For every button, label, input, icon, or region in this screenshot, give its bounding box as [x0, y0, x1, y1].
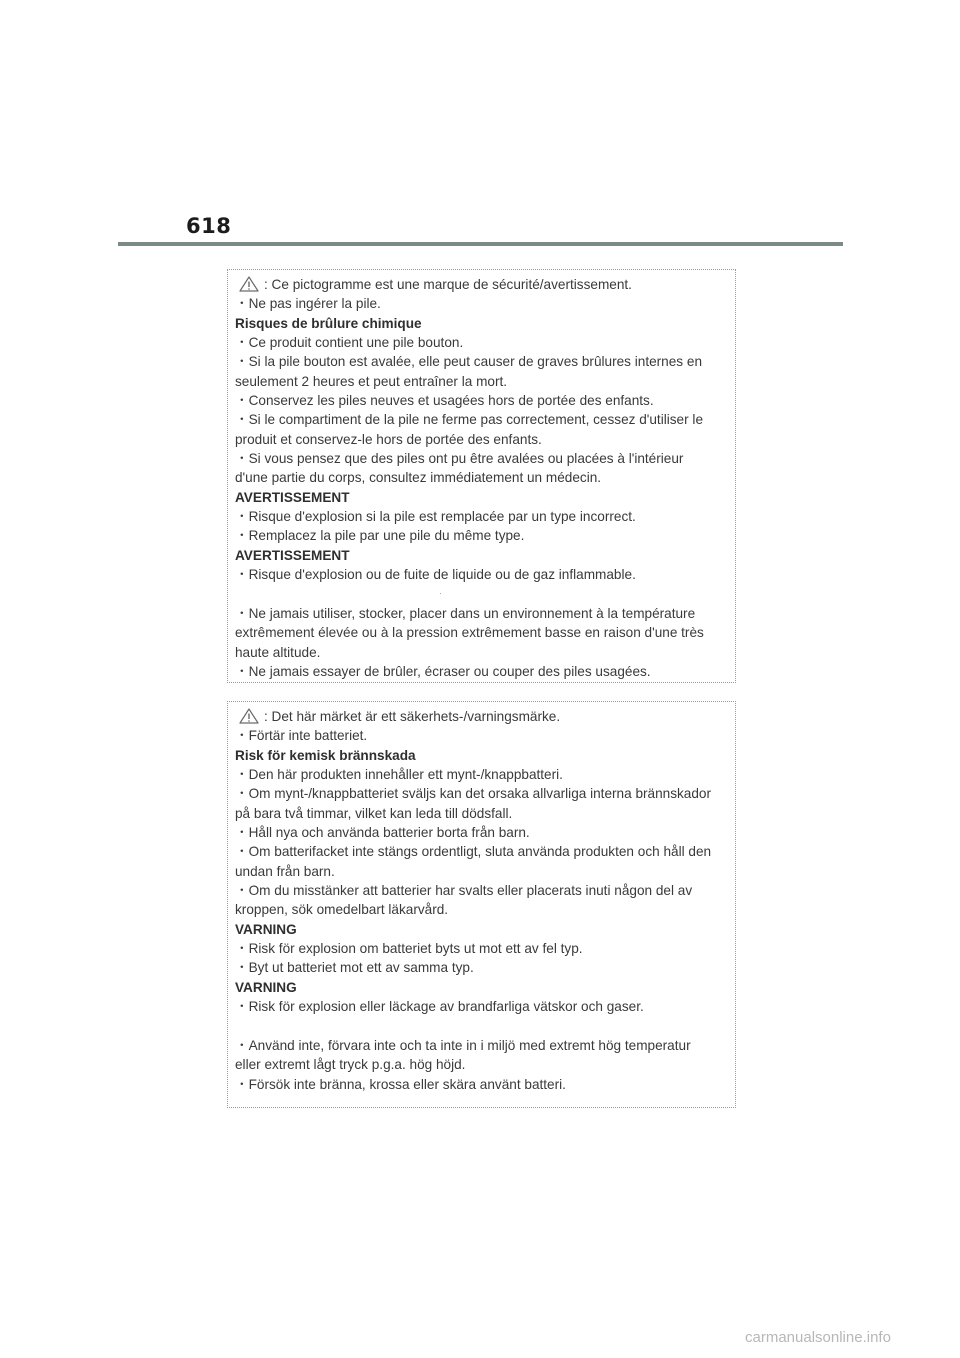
line-text: extrêmement élevée ou à la pression extrêmement basse en raison d'une très: [235, 625, 704, 641]
line-text: ・Ne jamais essayer de brûler, écraser ou couper des piles usagées.: [235, 663, 651, 679]
text-line: [235, 449, 729, 468]
line-text: ・Om du misstänker att batterier har svalts eller placerats inuti någon del av: [235, 883, 693, 899]
warning-box-swedish-content: [235, 707, 729, 1094]
line-text: ・Ne jamais utiliser, stocker, placer dans un environnement à la température: [235, 605, 696, 621]
line-text: ・Om mynt-/knappbatteriet sväljs kan det orsaka allvarliga interna brännskador: [235, 786, 712, 802]
line-text: haute altitude.: [235, 644, 321, 660]
warning-box-french: [227, 269, 736, 683]
line-text: AVERTISSEMENT: [235, 489, 350, 505]
text-line: [235, 765, 729, 784]
text-line: [235, 643, 729, 662]
text-line: [235, 372, 729, 391]
text-line: [235, 958, 729, 977]
text-line: [235, 1055, 729, 1074]
text-line: [235, 939, 729, 958]
text-line: [235, 565, 729, 584]
header-rule: [118, 242, 843, 246]
text-line: [235, 430, 729, 449]
text-line: [235, 900, 729, 919]
line-text: ・Si la pile bouton est avalée, elle peut causer de graves brûlures internes en: [235, 354, 702, 370]
line-text: ・Försök inte bränna, krossa eller skära använt batteri.: [235, 1076, 566, 1092]
line-text: ・Conservez les piles neuves et usagées hors de portée des enfants.: [235, 393, 654, 409]
line-text: ・Risk för explosion eller läckage av brandfarliga vätskor och gaser.: [235, 999, 644, 1015]
text-line: [235, 604, 729, 623]
section-heading: [235, 488, 729, 507]
section-heading: [235, 920, 729, 939]
text-line: [235, 842, 729, 861]
line-text: ・Si le compartiment de la pile ne ferme pas correctement, cessez d'utiliser le: [235, 412, 704, 428]
section-heading: [235, 746, 729, 765]
blank-line: [235, 1017, 729, 1036]
text-line: [235, 662, 729, 681]
section-heading: [235, 978, 729, 997]
text-line: [235, 526, 729, 545]
warning-box-swedish: [227, 701, 736, 1108]
text-line: [235, 294, 729, 313]
line-text: undan från barn.: [235, 863, 335, 879]
line-text: VARNING: [235, 921, 297, 937]
line-text: ・Ce produit contient une pile bouton.: [235, 335, 464, 351]
text-line: [235, 623, 729, 642]
line-text: ・Använd inte, förvara inte och ta inte in i miljö med extremt hög temperatur: [235, 1037, 691, 1053]
line-text: ・Den här produkten innehåller ett mynt-/knappbatteri.: [235, 767, 563, 783]
text-line: [235, 997, 729, 1016]
line-text: ・Förtär inte batteriet.: [235, 728, 368, 744]
line-text: eller extremt lågt tryck p.g.a. hög höjd.: [235, 1057, 466, 1073]
line-text: produit et conservez-le hors de portée des enfants.: [235, 431, 542, 447]
line-text: : Ce pictogramme est une marque de sécurité/avertissement.: [264, 277, 632, 292]
stray-dot: [440, 593, 441, 594]
warning-box-french-content: [235, 275, 729, 681]
text-line: [235, 862, 729, 881]
line-text: kroppen, sök omedelbart läkarvård.: [235, 902, 449, 918]
line-text: : Det här märket är ett säkerhets-/varningsmärke.: [264, 709, 561, 724]
line-text: ・Ne pas ingérer la pile.: [235, 296, 381, 312]
line-text: på bara två timmar, vilket kan leda till dödsfall.: [235, 805, 513, 821]
text-line: [235, 468, 729, 487]
text-line: [235, 352, 729, 371]
line-text: ・Håll nya och använda batterier borta från barn.: [235, 825, 530, 841]
text-line: [235, 804, 729, 823]
line-text: VARNING: [235, 979, 297, 995]
blank-line: [235, 585, 729, 604]
line-text: ・Si vous pensez que des piles ont pu être avalées ou placées à l'intérieur: [235, 451, 684, 467]
text-line: [235, 391, 729, 410]
line-text: ・Byt ut batteriet mot ett av samma typ.: [235, 960, 474, 976]
text-line: [235, 784, 729, 803]
text-line: [235, 333, 729, 352]
page-number: 618: [186, 214, 232, 238]
line-text: AVERTISSEMENT: [235, 547, 350, 563]
text-line: [235, 410, 729, 429]
line-text: ・Om batterifacket inte stängs ordentligt, sluta använda produkten och håll den: [235, 844, 712, 860]
line-text: Risk för kemisk brännskada: [235, 747, 416, 763]
text-line: [235, 275, 729, 294]
warning-triangle-icon: [239, 708, 259, 724]
text-line: [235, 507, 729, 526]
text-line: [235, 726, 729, 745]
line-text: Risques de brûlure chimique: [235, 315, 422, 331]
line-text: ・Risque d'explosion si la pile est remplacée par un type incorrect.: [235, 509, 636, 525]
warning-triangle-icon: [239, 276, 259, 292]
text-line: [235, 881, 729, 900]
text-line: [235, 823, 729, 842]
text-line: [235, 1075, 729, 1094]
section-heading: [235, 314, 729, 333]
watermark: carmanualsonline.info: [745, 1329, 891, 1346]
text-line: [235, 1036, 729, 1055]
line-text: ・Remplacez la pile par une pile du même type.: [235, 528, 525, 544]
line-text: ・Risque d'explosion ou de fuite de liquide ou de gaz inflammable.: [235, 567, 636, 583]
section-heading: [235, 546, 729, 565]
line-text: ・Risk för explosion om batteriet byts ut mot ett av fel typ.: [235, 941, 583, 957]
line-text: d'une partie du corps, consultez immédiatement un médecin.: [235, 470, 602, 486]
text-line: [235, 707, 729, 726]
line-text: seulement 2 heures et peut entraîner la mort.: [235, 373, 508, 389]
